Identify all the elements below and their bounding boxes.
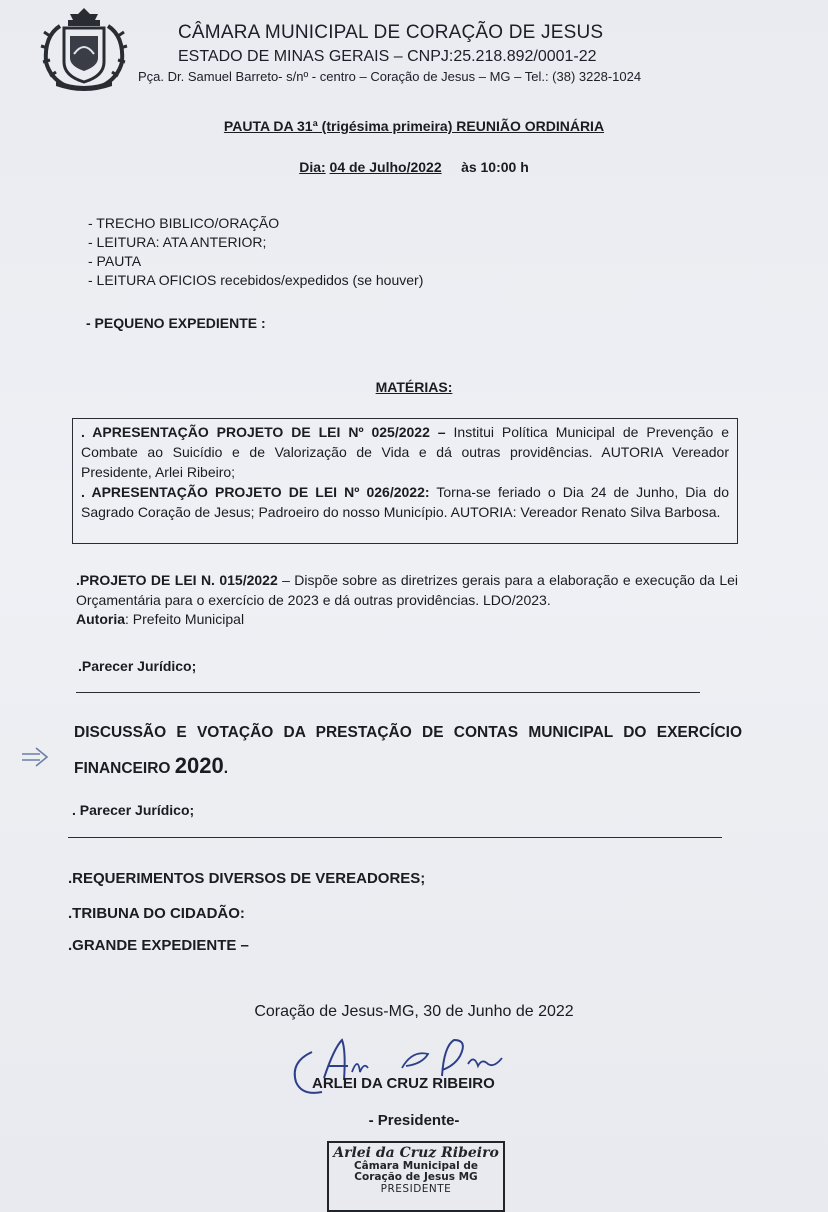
materias-box xyxy=(72,418,738,544)
signatory-name: ARLEI DA CRUZ RIBEIRO xyxy=(312,1075,495,1092)
list-item: - LEITURA OFICIOS recebidos/expedidos (se houver) xyxy=(88,272,424,288)
parecer-juridico-2: . Parecer Jurídico; xyxy=(72,802,195,818)
projeto-lei-title: .PROJETO DE LEI N. 015/2022 xyxy=(76,572,278,588)
prestacao-contas-year: 2020 xyxy=(174,753,224,778)
materia-item-title: . APRESENTAÇÃO PROJETO DE LEI Nº 025/2022 – xyxy=(81,424,446,440)
signatory-role: - Presidente- xyxy=(368,1112,460,1129)
meeting-date: 04 de Julho/2022 xyxy=(329,159,442,175)
institution-address: Pça. Dr. Samuel Barreto- s/nº - centro – Coração de Jesus – MG – Tel.: (38) 3228-1024 xyxy=(138,69,642,84)
municipal-coat-of-arms-icon xyxy=(38,6,130,94)
stamp-line-2: Coração de Jesus MG xyxy=(354,1171,478,1183)
tribuna-heading: .TRIBUNA DO CIDADÃO: xyxy=(68,905,245,922)
projeto-lei-text: – Dispõe sobre as diretrizes gerais para a elaboração e execução da Lei Orçamentária para o exercício de 2023 e dá outras providências. LDO/2023. xyxy=(76,572,738,608)
grande-expediente-heading: .GRANDE EXPEDIENTE – xyxy=(68,937,249,954)
materia-item-text: Institui Política Municipal de Prevenção e Combate ao Suicídio e de Valorização de Vida e dá outras providências. AUTORIA Vereador Presidente, Arlei Ribeiro; xyxy=(81,424,730,480)
institution-title: CÂMARA MUNICIPAL DE CORAÇÃO DE JESUS xyxy=(178,22,604,43)
materia-item xyxy=(81,482,729,522)
institution-subtitle: ESTADO DE MINAS GERAIS – CNPJ:25.218.892/0001-22 xyxy=(178,48,597,65)
meeting-date-line xyxy=(0,159,828,175)
divider xyxy=(68,837,722,838)
materia-item xyxy=(81,422,729,482)
stamp-name: Arlei da Cruz Ribeiro xyxy=(333,1145,499,1161)
official-stamp xyxy=(327,1141,505,1212)
divider xyxy=(76,692,700,693)
place-date: Coração de Jesus-MG, 30 de Junho de 2022 xyxy=(254,1003,574,1020)
autoria-value: : Prefeito Municipal xyxy=(125,611,245,627)
prestacao-contas-end: . xyxy=(223,760,229,777)
hand-drawn-arrow-icon xyxy=(20,745,50,769)
requerimentos-heading: .REQUERIMENTOS DIVERSOS DE VEREADORES; xyxy=(68,870,426,887)
parecer-juridico-1: .Parecer Jurídico; xyxy=(78,658,197,674)
meeting-time: às 10:00 h xyxy=(461,159,529,175)
stamp-line-1: Câmara Municipal de xyxy=(353,1160,479,1172)
prestacao-contas-item xyxy=(74,716,742,785)
meeting-title-text: PAUTA DA 31ª (trigésima primeira) REUNIÃO ORDINÁRIA xyxy=(223,118,605,134)
pequeno-expediente-heading: - PEQUENO EXPEDIENTE : xyxy=(86,315,266,331)
materia-item-title: . APRESENTAÇÃO PROJETO DE LEI Nº 026/2022: xyxy=(81,484,430,500)
list-item: - LEITURA: ATA ANTERIOR; xyxy=(88,234,267,250)
materias-heading: MATÉRIAS: xyxy=(375,379,453,395)
meeting-title xyxy=(0,118,828,134)
projeto-lei-015 xyxy=(76,571,738,630)
prestacao-contas-text: DISCUSSÃO E VOTAÇÃO DA PRESTAÇÃO DE CONTAS MUNICIPAL DO EXERCÍCIO FINANCEIRO xyxy=(74,724,742,777)
stamp-line-3: PRESIDENTE xyxy=(380,1183,452,1195)
list-item: - TRECHO BIBLICO/ORAÇÃO xyxy=(88,215,280,231)
list-item: - PAUTA xyxy=(88,253,142,269)
day-label: Dia: xyxy=(299,159,326,175)
materia-item-text: Torna-se feriado o Dia 24 de Junho, Dia do Sagrado Coração de Jesus; Padroeiro do nosso Município. AUTORIA: Vereador Renato Silva Barbosa. xyxy=(81,484,729,520)
agenda-list xyxy=(88,214,423,290)
autoria-label: Autoria xyxy=(76,611,125,627)
